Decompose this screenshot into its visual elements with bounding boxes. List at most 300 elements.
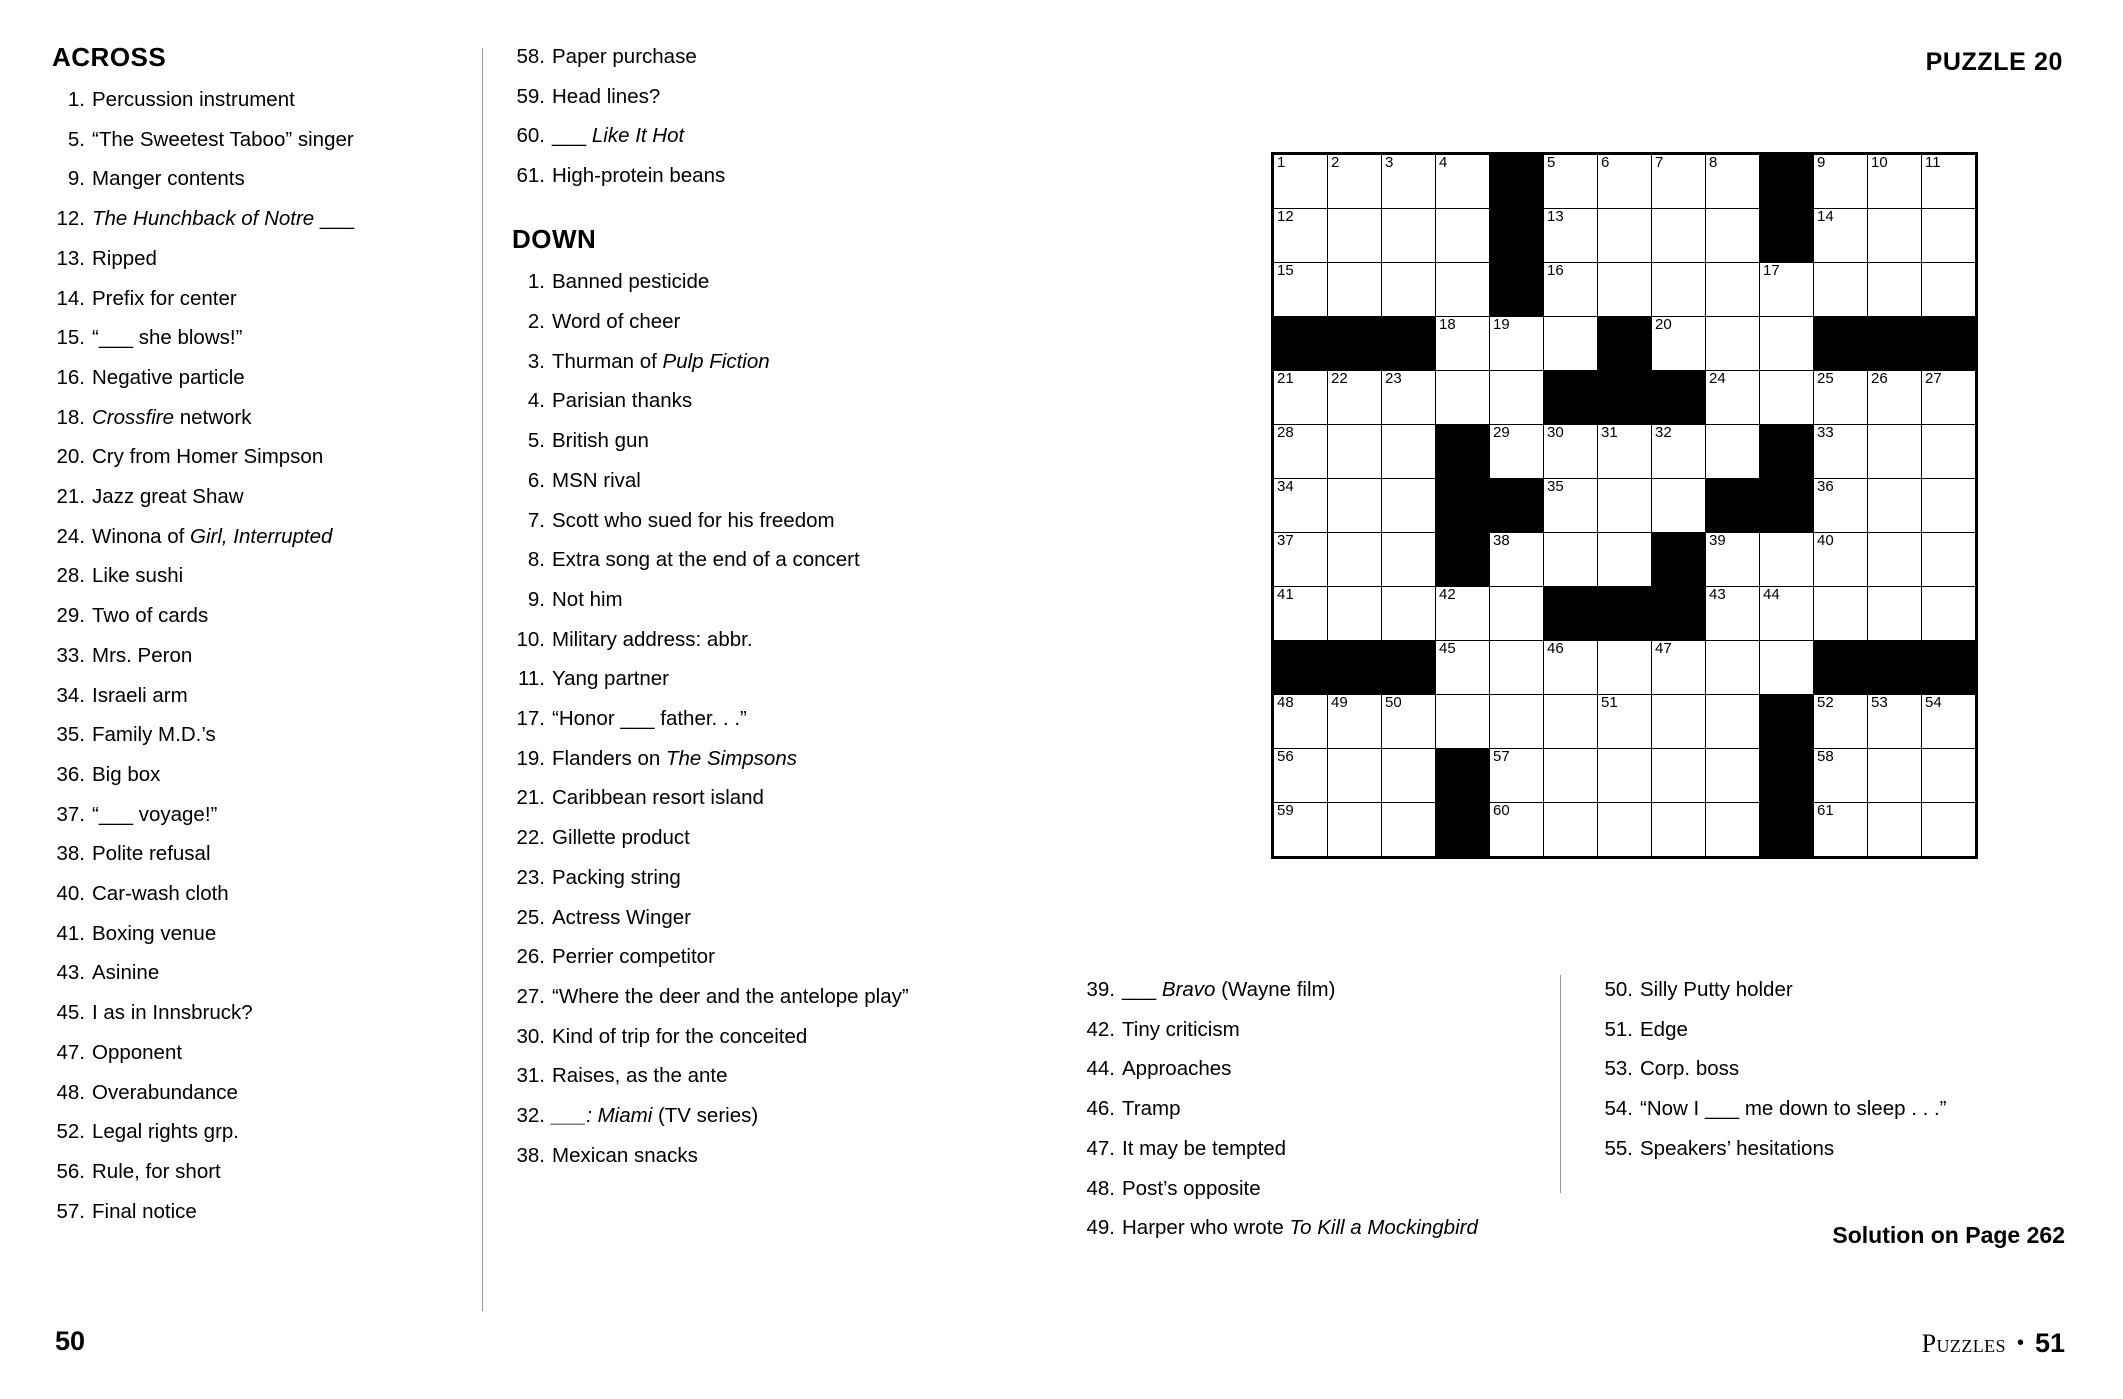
crossword-cell[interactable] [1706, 371, 1760, 425]
page-number-left: 50 [55, 1326, 86, 1356]
crossword-cell[interactable] [1273, 803, 1328, 858]
crossword-cell[interactable] [1382, 749, 1436, 803]
clue-text: Crossfire network [92, 405, 252, 429]
crossword-cell[interactable] [1706, 749, 1760, 803]
crossword-cell[interactable] [1490, 695, 1544, 749]
crossword-cell[interactable] [1273, 479, 1328, 533]
crossword-cell[interactable] [1706, 803, 1760, 858]
crossword-grid[interactable] [1271, 152, 1978, 859]
clue-number: 11. [518, 667, 545, 691]
clue-text: Rule, for short [92, 1159, 221, 1183]
crossword-cell-number: 54 [1925, 694, 1942, 711]
crossword-cell[interactable] [1706, 641, 1760, 695]
crossword-grid-wrapper[interactable] [1271, 152, 1978, 859]
clue-number: 2. [527, 310, 545, 334]
crossword-cell[interactable] [1382, 803, 1436, 858]
crossword-cell[interactable] [1868, 587, 1922, 641]
clue-item [512, 1061, 932, 1090]
crossword-cell[interactable] [1706, 263, 1760, 317]
crossword-cell[interactable] [1814, 263, 1868, 317]
crossword-cell-number: 40 [1817, 532, 1834, 549]
bottom-clue-list-left [1082, 975, 1542, 1242]
crossword-cell[interactable] [1436, 641, 1490, 695]
crossword-cell[interactable] [1598, 749, 1652, 803]
clue-number: 32. [516, 1104, 545, 1128]
crossword-cell-number: 11 [1925, 154, 1941, 171]
bottom-clues-left-column [1062, 975, 1542, 1253]
crossword-cell[interactable] [1868, 154, 1922, 209]
clue-number: 56. [56, 1159, 85, 1183]
crossword-cell-number: 16 [1547, 262, 1564, 279]
crossword-cell-number: 12 [1277, 208, 1294, 225]
crossword-cell-number: 37 [1277, 532, 1294, 549]
across-continued-and-down-column [512, 42, 932, 1180]
clue-number: 29. [56, 604, 85, 628]
clue-item [512, 506, 932, 535]
clue-item [52, 919, 432, 948]
crossword-cell[interactable] [1922, 695, 1977, 749]
clue-number: 38. [56, 842, 85, 866]
clue-item [52, 879, 432, 908]
clue-item [512, 863, 932, 892]
crossword-cell[interactable] [1598, 479, 1652, 533]
crossword-cell[interactable] [1328, 209, 1382, 263]
clue-item [512, 1141, 932, 1170]
clue-item [512, 1022, 932, 1051]
clue-item [512, 625, 932, 654]
crossword-block-cell [1868, 317, 1922, 371]
crossword-cell[interactable] [1273, 209, 1328, 263]
crossword-cell[interactable] [1273, 154, 1328, 209]
crossword-cell[interactable] [1706, 317, 1760, 371]
clue-text: “___ she blows!” [92, 326, 243, 350]
crossword-cell[interactable] [1868, 209, 1922, 263]
clue-text: “___ voyage!” [92, 802, 218, 826]
crossword-cell[interactable] [1328, 695, 1382, 749]
clue-number: 37. [56, 802, 85, 826]
clue-item [1600, 1054, 2022, 1083]
clue-number: 24. [56, 524, 85, 548]
crossword-cell[interactable] [1814, 154, 1868, 209]
crossword-block-cell [1706, 479, 1760, 533]
crossword-cell[interactable] [1544, 695, 1598, 749]
crossword-cell[interactable] [1436, 587, 1490, 641]
crossword-cell[interactable] [1706, 587, 1760, 641]
crossword-cell-number: 3 [1385, 154, 1394, 171]
clue-item [1082, 1054, 1542, 1083]
crossword-block-cell [1760, 749, 1814, 803]
clue-number: 57. [56, 1199, 85, 1223]
crossword-cell[interactable] [1382, 587, 1436, 641]
crossword-block-cell [1328, 317, 1382, 371]
crossword-block-cell [1544, 371, 1598, 425]
clue-item [512, 585, 932, 614]
clue-item [512, 823, 932, 852]
crossword-cell[interactable] [1922, 371, 1977, 425]
crossword-cell[interactable] [1490, 749, 1544, 803]
clue-number: 21. [56, 485, 85, 509]
clue-text: Military address: abbr. [552, 627, 753, 651]
clue-number: 55. [1604, 1136, 1633, 1160]
clue-text: Gillette product [552, 826, 690, 850]
clue-item [1082, 1015, 1542, 1044]
clue-item [512, 121, 932, 150]
clue-number: 12. [56, 207, 85, 231]
crossword-cell[interactable] [1273, 263, 1328, 317]
crossword-cell[interactable] [1706, 425, 1760, 479]
crossword-cell[interactable] [1544, 479, 1598, 533]
crossword-cell[interactable] [1544, 749, 1598, 803]
crossword-cell[interactable] [1868, 749, 1922, 803]
clue-number: 51. [1604, 1017, 1633, 1041]
crossword-block-cell [1436, 749, 1490, 803]
crossword-cell[interactable] [1490, 371, 1544, 425]
clue-number: 5. [67, 127, 85, 151]
crossword-cell[interactable] [1760, 263, 1814, 317]
crossword-cell[interactable] [1273, 371, 1328, 425]
clue-item [512, 664, 932, 693]
crossword-cell[interactable] [1652, 695, 1706, 749]
footer-bullet-icon: • [2016, 1332, 2024, 1354]
clue-number: 35. [56, 723, 85, 747]
crossword-cell[interactable] [1922, 425, 1977, 479]
crossword-block-cell [1273, 641, 1328, 695]
clue-text: Overabundance [92, 1080, 238, 1104]
crossword-block-cell [1382, 317, 1436, 371]
crossword-cell[interactable] [1490, 533, 1544, 587]
clue-text: Perrier competitor [552, 945, 715, 969]
crossword-cell[interactable] [1382, 479, 1436, 533]
crossword-cell[interactable] [1598, 641, 1652, 695]
crossword-cell-number: 61 [1817, 802, 1834, 819]
crossword-cell[interactable] [1652, 425, 1706, 479]
clue-item [1082, 1213, 1542, 1242]
clue-text: Legal rights grp. [92, 1120, 240, 1144]
clue-text: Israeli arm [92, 683, 188, 707]
crossword-row [1273, 425, 1977, 479]
crossword-cell[interactable] [1814, 587, 1868, 641]
clue-text: Post’s opposite [1122, 1176, 1261, 1200]
clue-number: 9. [527, 587, 545, 611]
crossword-cell-number: 9 [1817, 154, 1826, 171]
clue-text: Kind of trip for the conceited [552, 1024, 808, 1048]
clue-text: Speakers’ hesitations [1640, 1136, 1835, 1160]
crossword-cell[interactable] [1598, 263, 1652, 317]
crossword-row [1273, 317, 1977, 371]
crossword-cell[interactable] [1544, 425, 1598, 479]
crossword-cell[interactable] [1814, 425, 1868, 479]
crossword-cell[interactable] [1436, 209, 1490, 263]
crossword-cell[interactable] [1382, 695, 1436, 749]
crossword-block-cell [1436, 479, 1490, 533]
crossword-cell[interactable] [1652, 154, 1706, 209]
crossword-cell[interactable] [1328, 587, 1382, 641]
clue-text: Cry from Homer Simpson [92, 445, 324, 469]
crossword-cell[interactable] [1706, 209, 1760, 263]
clue-number: 38. [516, 1143, 545, 1167]
puzzle-title: PUZZLE 20 [1925, 48, 2063, 76]
clue-text: Harper who wrote To Kill a Mockingbird [1122, 1216, 1478, 1240]
crossword-cell-number: 18 [1439, 316, 1456, 333]
crossword-cell[interactable] [1328, 154, 1382, 209]
crossword-cell[interactable] [1598, 154, 1652, 209]
crossword-cell[interactable] [1273, 587, 1328, 641]
crossword-cell[interactable] [1436, 695, 1490, 749]
crossword-cell[interactable] [1760, 371, 1814, 425]
clue-item [52, 125, 432, 154]
crossword-cell-number: 5 [1547, 154, 1556, 171]
crossword-cell[interactable] [1922, 263, 1977, 317]
clue-item [512, 1101, 932, 1130]
clue-number: 10. [516, 627, 545, 651]
crossword-cell[interactable] [1490, 803, 1544, 858]
crossword-block-cell [1814, 317, 1868, 371]
crossword-cell[interactable] [1328, 533, 1382, 587]
crossword-row [1273, 154, 1977, 209]
crossword-cell[interactable] [1382, 425, 1436, 479]
clue-text: The Hunchback of Notre ___ [92, 207, 355, 231]
crossword-cell[interactable] [1760, 641, 1814, 695]
crossword-row [1273, 371, 1977, 425]
crossword-row [1273, 209, 1977, 263]
crossword-cell[interactable] [1868, 425, 1922, 479]
crossword-cell[interactable] [1382, 209, 1436, 263]
crossword-cell[interactable] [1760, 587, 1814, 641]
crossword-cell[interactable] [1490, 317, 1544, 371]
clue-text: Ripped [92, 246, 157, 270]
clue-text: Flanders on The Simpsons [552, 746, 797, 770]
crossword-cell[interactable] [1868, 371, 1922, 425]
clue-number: 59. [516, 84, 545, 108]
crossword-cell-number: 49 [1331, 694, 1348, 711]
crossword-cell[interactable] [1328, 803, 1382, 858]
clue-item [512, 161, 932, 190]
clue-text: ___ Bravo (Wayne film) [1122, 978, 1336, 1001]
clue-text: Word of cheer [552, 310, 681, 334]
crossword-cell[interactable] [1868, 533, 1922, 587]
clue-item [512, 466, 932, 495]
crossword-cell-number: 45 [1439, 640, 1456, 657]
crossword-cell[interactable] [1544, 803, 1598, 858]
clue-number: 42. [1086, 1017, 1115, 1041]
clue-item [1600, 1094, 2022, 1123]
clue-item [1600, 1134, 2022, 1163]
crossword-cell[interactable] [1760, 317, 1814, 371]
crossword-cell-number: 10 [1871, 154, 1888, 171]
crossword-block-cell [1868, 641, 1922, 695]
crossword-cell[interactable] [1544, 641, 1598, 695]
crossword-cell[interactable] [1544, 209, 1598, 263]
crossword-cell[interactable] [1436, 263, 1490, 317]
crossword-cell[interactable] [1436, 371, 1490, 425]
clue-number: 7. [527, 508, 545, 532]
crossword-block-cell [1598, 371, 1652, 425]
crossword-cell[interactable] [1328, 263, 1382, 317]
clue-text: Boxing venue [92, 921, 217, 945]
bottom-clues-right-column [1542, 975, 2022, 1253]
crossword-cell[interactable] [1868, 803, 1922, 858]
crossword-cell[interactable] [1382, 533, 1436, 587]
crossword-cell[interactable] [1652, 641, 1706, 695]
crossword-cell[interactable] [1814, 749, 1868, 803]
clue-item [52, 681, 432, 710]
crossword-cell[interactable] [1814, 803, 1868, 858]
clue-item [512, 267, 932, 296]
clue-text: Parisian thanks [552, 389, 693, 413]
clue-text: “Now I ___ me down to sleep . . .” [1640, 1097, 1947, 1121]
clue-text: Jazz great Shaw [92, 485, 244, 509]
crossword-cell-number: 26 [1871, 370, 1888, 387]
crossword-cell[interactable] [1868, 695, 1922, 749]
crossword-cell-number: 2 [1331, 154, 1340, 171]
clue-number: 18. [56, 405, 85, 429]
crossword-cell[interactable] [1814, 695, 1868, 749]
clue-number: 27. [516, 984, 545, 1008]
clue-item [52, 284, 432, 313]
clue-text: Actress Winger [552, 905, 691, 929]
clue-text: Extra song at the end of a concert [552, 548, 860, 572]
crossword-cell[interactable] [1706, 154, 1760, 209]
clue-text: British gun [552, 429, 649, 453]
clue-item [1082, 1174, 1542, 1203]
clue-text: Yang partner [552, 667, 670, 691]
clue-item [52, 164, 432, 193]
crossword-cell[interactable] [1544, 533, 1598, 587]
clue-text: Two of cards [92, 604, 209, 628]
crossword-cell[interactable] [1814, 479, 1868, 533]
clue-item [52, 641, 432, 670]
crossword-cell[interactable] [1814, 371, 1868, 425]
clue-number: 17. [516, 707, 545, 731]
crossword-cell[interactable] [1652, 803, 1706, 858]
clue-text: MSN rival [552, 468, 641, 492]
crossword-cell[interactable] [1922, 587, 1977, 641]
clue-number: 60. [516, 124, 545, 148]
crossword-cell[interactable] [1490, 641, 1544, 695]
crossword-cell[interactable] [1598, 803, 1652, 858]
footer-section-label: Puzzles [1921, 1329, 2006, 1358]
crossword-cell[interactable] [1922, 749, 1977, 803]
crossword-cell[interactable] [1328, 425, 1382, 479]
clue-item [52, 720, 432, 749]
crossword-cell[interactable] [1544, 154, 1598, 209]
bottom-clue-list-right [1600, 975, 2022, 1163]
clue-text: “Honor ___ father. . .” [552, 707, 747, 731]
clue-text: ___ Like It Hot [552, 124, 685, 148]
page-footer-right [1922, 1328, 2065, 1359]
clue-item [512, 82, 932, 111]
clue-item [1600, 1015, 2022, 1044]
clue-number: 45. [56, 1001, 85, 1025]
crossword-cell[interactable] [1868, 479, 1922, 533]
crossword-cell-number: 6 [1601, 154, 1610, 171]
crossword-cell-number: 36 [1817, 478, 1834, 495]
crossword-cell[interactable] [1382, 371, 1436, 425]
crossword-cell[interactable] [1598, 695, 1652, 749]
clue-number: 44. [1086, 1057, 1115, 1081]
crossword-cell[interactable] [1382, 263, 1436, 317]
crossword-cell[interactable] [1328, 371, 1382, 425]
crossword-cell[interactable] [1273, 749, 1328, 803]
crossword-cell[interactable] [1868, 263, 1922, 317]
crossword-cell[interactable] [1814, 533, 1868, 587]
crossword-cell[interactable] [1328, 749, 1382, 803]
crossword-cell[interactable] [1382, 154, 1436, 209]
crossword-cell-number: 35 [1547, 478, 1564, 495]
clue-number: 26. [516, 945, 545, 969]
clue-text: I as in Innsbruck? [92, 1001, 253, 1025]
crossword-cell[interactable] [1922, 154, 1977, 209]
crossword-block-cell [1490, 263, 1544, 317]
clue-text: Tiny criticism [1122, 1017, 1240, 1041]
clue-number: 48. [56, 1080, 85, 1104]
crossword-cell[interactable] [1328, 479, 1382, 533]
crossword-cell[interactable] [1652, 479, 1706, 533]
crossword-cell-number: 4 [1439, 154, 1448, 171]
crossword-cell[interactable] [1598, 533, 1652, 587]
crossword-cell-number: 30 [1547, 424, 1564, 441]
clue-item [52, 1117, 432, 1146]
crossword-cell[interactable] [1652, 209, 1706, 263]
clue-number: 54. [1604, 1097, 1633, 1121]
crossword-cell-number: 43 [1709, 586, 1726, 603]
crossword-cell[interactable] [1922, 479, 1977, 533]
crossword-cell[interactable] [1490, 587, 1544, 641]
crossword-cell[interactable] [1436, 154, 1490, 209]
crossword-cell[interactable] [1273, 425, 1328, 479]
crossword-cell[interactable] [1490, 425, 1544, 479]
clue-number: 40. [56, 882, 85, 906]
clue-item [512, 903, 932, 932]
clue-text: Opponent [92, 1040, 183, 1064]
crossword-cell[interactable] [1760, 533, 1814, 587]
clue-item [52, 244, 432, 273]
clue-text: Corp. boss [1640, 1057, 1740, 1081]
crossword-cell[interactable] [1652, 263, 1706, 317]
crossword-cell[interactable] [1544, 263, 1598, 317]
clue-text: Silly Putty holder [1640, 978, 1793, 1001]
crossword-cell[interactable] [1652, 749, 1706, 803]
across-clue-list [52, 85, 432, 1226]
crossword-block-cell [1652, 371, 1706, 425]
crossword-cell[interactable] [1652, 317, 1706, 371]
clue-number: 14. [56, 286, 85, 310]
crossword-cell[interactable] [1922, 803, 1977, 858]
crossword-cell[interactable] [1598, 425, 1652, 479]
clue-item [512, 942, 932, 971]
crossword-cell[interactable] [1706, 695, 1760, 749]
crossword-cell[interactable] [1273, 695, 1328, 749]
crossword-cell-number: 23 [1385, 370, 1402, 387]
crossword-cell-number: 56 [1277, 748, 1294, 765]
crossword-cell[interactable] [1922, 533, 1977, 587]
crossword-cell[interactable] [1544, 317, 1598, 371]
crossword-cell[interactable] [1814, 209, 1868, 263]
clue-item [52, 958, 432, 987]
crossword-cell[interactable] [1273, 533, 1328, 587]
clue-item [512, 704, 932, 733]
crossword-cell[interactable] [1436, 317, 1490, 371]
down-clue-list [512, 267, 932, 1170]
crossword-cell[interactable] [1706, 533, 1760, 587]
crossword-block-cell [1760, 425, 1814, 479]
clue-item [512, 42, 932, 71]
crossword-block-cell [1490, 209, 1544, 263]
crossword-block-cell [1760, 695, 1814, 749]
crossword-cell[interactable] [1598, 209, 1652, 263]
clue-text: Negative particle [92, 365, 245, 389]
crossword-cell[interactable] [1922, 209, 1977, 263]
